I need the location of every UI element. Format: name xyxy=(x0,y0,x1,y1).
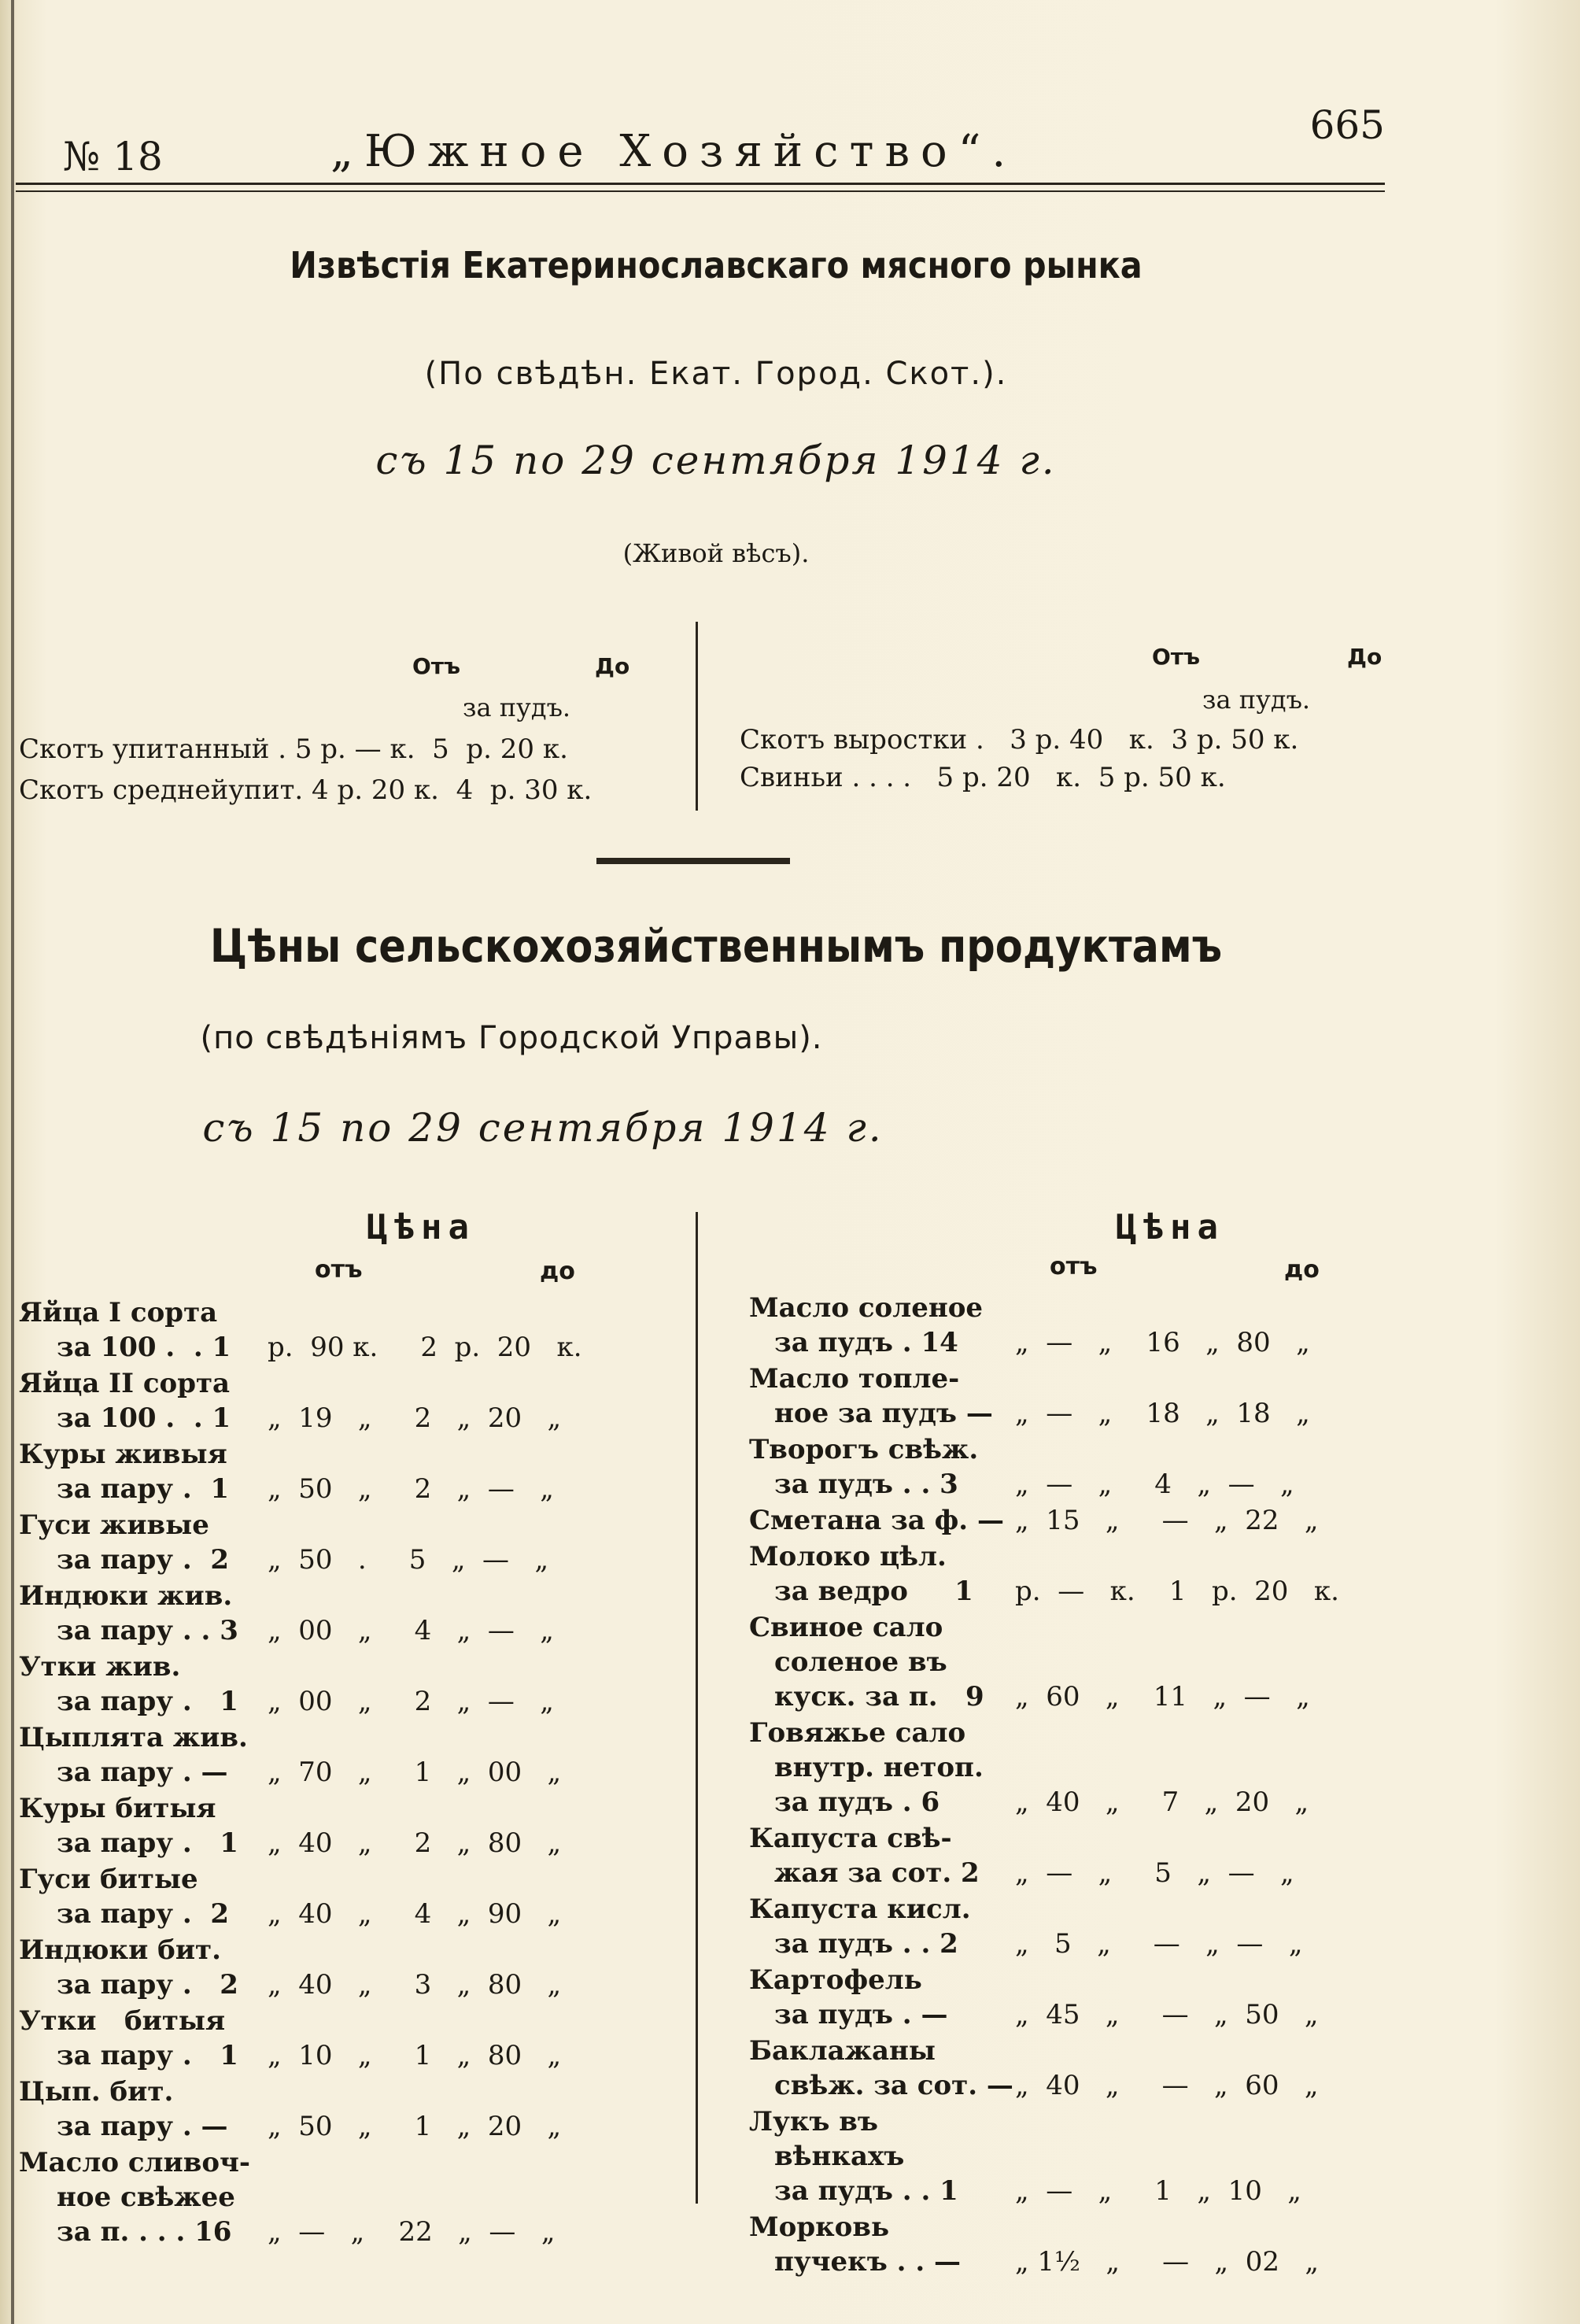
product-name-line: Куры битыя xyxy=(19,1793,216,1824)
left-price-item xyxy=(19,1508,549,1577)
product-name-line: за ведро 1 xyxy=(774,1576,973,1607)
right-price-item xyxy=(749,1610,1310,1714)
livestock-right-col-from: Отъ xyxy=(1152,644,1201,670)
right-price-item xyxy=(749,1503,1319,1538)
product-name-line: за пару . 2 xyxy=(57,1898,230,1930)
product-name-line: соленое въ xyxy=(774,1646,947,1678)
product-price-values: „ 40 „ 3 „ 80 „ xyxy=(268,1969,562,2001)
product-name-line: за пару . 1 xyxy=(57,1473,230,1505)
right-price-item xyxy=(749,1892,1303,1961)
product-name-line: ное свѣжее xyxy=(57,2182,235,2213)
product-price-values: р. — к. 1 р. 20 к. xyxy=(1015,1576,1339,1607)
product-name-line: Гуси живые xyxy=(19,1509,209,1541)
livestock-right-per-unit: за пудъ. xyxy=(1202,685,1311,715)
product-price-values: „ 1½ „ — „ 02 „ xyxy=(1015,2246,1320,2278)
left-price-item xyxy=(19,1720,562,1790)
product-name-line: за пудъ . . 3 xyxy=(774,1469,958,1500)
journal-title: „Южное Хозяйство“. xyxy=(330,126,1017,177)
right-price-item xyxy=(749,1716,1309,1820)
right-price-item xyxy=(749,2210,1320,2279)
product-name-line: Утки жив. xyxy=(19,1651,181,1683)
livestock-left-col-from: Отъ xyxy=(412,653,461,679)
product-name-line: внутр. нетоп. xyxy=(774,1752,984,1783)
left-price-item xyxy=(19,1437,554,1506)
column-divider xyxy=(696,622,698,811)
product-price-values: „ 70 „ 1 „ 00 „ xyxy=(268,1757,562,1788)
product-price-values: „ 50 „ 2 „ — „ xyxy=(268,1473,554,1505)
product-price-values: „ — „ 18 „ 18 „ xyxy=(1015,1398,1310,1429)
left-price-item xyxy=(19,1933,562,2002)
product-name-line: за пудъ . — xyxy=(774,1999,948,2030)
livestock-right-row: Свиньи . . . . 5 р. 20 к. 5 р. 50 к. xyxy=(740,762,1226,793)
product-name-line: Капуста кисл. xyxy=(749,1894,971,1925)
product-name-line: Баклажаны xyxy=(749,2035,936,2067)
product-name-line: Яйца I сорта xyxy=(19,1297,218,1328)
right-price-item xyxy=(749,1821,1294,1890)
product-name-line: Гуси битые xyxy=(19,1864,198,1895)
product-name-line: Индюки жив. xyxy=(19,1580,233,1612)
product-price-values: „ 45 „ — „ 50 „ xyxy=(1015,1999,1319,2030)
product-name-line: Куры живыя xyxy=(19,1439,227,1470)
product-name-line: за пару . 1 xyxy=(57,2040,238,2071)
product-name-line: за пару . — xyxy=(57,1757,228,1788)
product-name-line: Творогъ свѣж. xyxy=(749,1434,979,1465)
livestock-right-col-to: До xyxy=(1347,644,1382,670)
products-section-period: съ 15 по 29 сентября 1914 г. xyxy=(202,1105,884,1151)
product-name-line: Масло топле- xyxy=(749,1363,960,1395)
left-price-item xyxy=(19,2004,562,2073)
product-price-values: „ 00 „ 4 „ — „ xyxy=(268,1615,554,1646)
left-col-to: до xyxy=(540,1258,575,1285)
product-name-line: Масло соленое xyxy=(749,1292,984,1324)
livestock-section-source: (По свѣдѣн. Екат. Город. Скот.). xyxy=(424,356,1008,392)
products-section-title: Цѣны сельскохозяйственнымъ продуктамъ xyxy=(209,919,1223,973)
livestock-section-title: Извѣстія Екатеринославскаго мясного рынка xyxy=(290,244,1143,286)
left-price-item xyxy=(19,2145,556,2249)
product-name-line: за пару . 2 xyxy=(57,1544,230,1576)
product-price-values: „ 10 „ 1 „ 80 „ xyxy=(268,2040,562,2071)
product-price-values: р. 90 к. 2 р. 20 к. xyxy=(268,1332,582,1363)
product-name-line: свѣж. за сот. — xyxy=(774,2070,1013,2101)
right-price-item xyxy=(749,1362,1310,1431)
product-name-line: за пару . 1 xyxy=(57,1686,238,1717)
product-price-values: „ 19 „ 2 „ 20 „ xyxy=(268,1402,562,1434)
product-price-values: „ 50 „ 1 „ 20 „ xyxy=(268,2111,562,2142)
product-name-line: куск. за п. 9 xyxy=(774,1681,984,1713)
left-price-item xyxy=(19,2075,562,2144)
product-name-line: за пару . 2 xyxy=(57,1969,238,2001)
left-price-item xyxy=(19,1650,554,1719)
product-price-values: „ — „ 5 „ — „ xyxy=(1015,1857,1294,1889)
product-price-values: „ 15 „ — „ 22 „ xyxy=(1015,1505,1319,1536)
product-price-values: „ 40 „ 7 „ 20 „ xyxy=(1015,1786,1309,1818)
product-price-values: „ 40 „ 4 „ 90 „ xyxy=(268,1898,562,1930)
livestock-section-period: съ 15 по 29 сентября 1914 г. xyxy=(375,438,1057,483)
product-price-values: „ 40 „ — „ 60 „ xyxy=(1015,2070,1319,2101)
product-name-line: Индюки бит. xyxy=(19,1934,221,1966)
product-name-line: Говяжье сало xyxy=(749,1717,966,1749)
left-price-header: Цѣна xyxy=(367,1207,475,1247)
product-price-values: „ 40 „ 2 „ 80 „ xyxy=(268,1827,562,1859)
livestock-left-per-unit: за пудъ. xyxy=(463,693,571,722)
right-price-header: Цѣна xyxy=(1116,1207,1224,1247)
product-name-line: Свиное сало xyxy=(749,1612,943,1643)
livestock-left-row: Скотъ среднейупит. 4 р. 20 к. 4 р. 30 к. xyxy=(19,774,592,806)
product-name-line: Цыплята жив. xyxy=(19,1722,248,1753)
right-price-item xyxy=(749,1291,1310,1360)
product-name-line: за пудъ . 6 xyxy=(774,1786,940,1818)
left-price-item xyxy=(19,1579,554,1648)
product-name-line: за пару . 1 xyxy=(57,1827,238,1859)
product-name-line: Сметана за ф. — xyxy=(749,1505,1004,1536)
product-name-line: за 100 . . 1 xyxy=(57,1332,231,1363)
product-price-values: „ 00 „ 2 „ — „ xyxy=(268,1686,554,1717)
left-price-item xyxy=(19,1366,562,1435)
left-price-item xyxy=(19,1295,582,1365)
product-price-values: „ 50 . 5 „ — „ xyxy=(268,1544,549,1576)
product-name-line: Морковь xyxy=(749,2211,890,2243)
product-name-line: за пару . . 3 xyxy=(57,1615,238,1646)
product-name-line: пучекъ . . — xyxy=(774,2246,961,2278)
product-name-line: жая за сот. 2 xyxy=(774,1857,980,1889)
right-price-item xyxy=(749,2034,1319,2103)
product-name-line: Утки битыя xyxy=(19,2005,226,2037)
livestock-left-row: Скотъ упитанный . 5 р. — к. 5 р. 20 к. xyxy=(19,733,568,765)
product-name-line: Капуста свѣ- xyxy=(749,1823,952,1854)
right-price-item xyxy=(749,1432,1294,1502)
header-rule-thin xyxy=(16,190,1385,192)
running-header xyxy=(63,102,1385,189)
product-name-line: за пудъ . . 2 xyxy=(774,1928,958,1960)
product-price-values: „ — „ 4 „ — „ xyxy=(1015,1469,1294,1500)
left-price-item xyxy=(19,1862,562,1931)
product-name-line: вѣнкахъ xyxy=(774,2141,905,2172)
binding-edge xyxy=(11,0,14,2324)
products-section-source: (по свѣдѣніямъ Городской Управы). xyxy=(200,1020,823,1056)
product-name-line: Молоко цѣл. xyxy=(749,1541,947,1572)
left-price-item xyxy=(19,1791,562,1860)
right-col-from: отъ xyxy=(1050,1253,1098,1280)
product-name-line: Масло сливоч- xyxy=(19,2147,251,2178)
product-name-line: Лукъ въ xyxy=(749,2106,879,2137)
right-col-to: до xyxy=(1284,1256,1320,1284)
product-name-line: ное за пудъ — xyxy=(774,1398,993,1429)
product-name-line: за пару . — xyxy=(57,2111,228,2142)
product-name-line: Картофель xyxy=(749,1964,922,1996)
issue-number: № 18 xyxy=(63,134,163,179)
section-separator xyxy=(596,858,790,864)
right-price-item xyxy=(749,2104,1301,2208)
column-divider xyxy=(696,1212,698,2204)
product-name-line: за пудъ . 14 xyxy=(774,1327,958,1358)
product-name-line: Цып. бит. xyxy=(19,2076,174,2108)
product-name-line: за п. . . . 16 xyxy=(57,2216,232,2248)
left-col-from: отъ xyxy=(315,1256,363,1284)
product-price-values: „ 5 „ — „ — „ xyxy=(1015,1928,1303,1960)
product-price-values: „ — „ 16 „ 80 „ xyxy=(1015,1327,1310,1358)
weight-note: (Живой вѣсъ). xyxy=(622,538,810,568)
livestock-left-col-to: До xyxy=(595,653,630,679)
product-price-values: „ 60 „ 11 „ — „ xyxy=(1015,1681,1310,1713)
header-rule xyxy=(16,183,1385,185)
product-price-values: „ — „ 1 „ 10 „ xyxy=(1015,2175,1301,2207)
product-name-line: Яйца II сорта xyxy=(19,1368,231,1399)
right-price-item xyxy=(749,1963,1319,2032)
product-name-line: за пудъ . . 1 xyxy=(774,2175,958,2207)
right-price-item xyxy=(749,1539,1339,1609)
product-name-line: за 100 . . 1 xyxy=(57,1402,231,1434)
page-number: 665 xyxy=(1309,102,1385,148)
livestock-right-row: Скотъ выростки . 3 р. 40 к. 3 р. 50 к. xyxy=(740,724,1299,756)
product-price-values: „ — „ 22 „ — „ xyxy=(268,2216,556,2248)
